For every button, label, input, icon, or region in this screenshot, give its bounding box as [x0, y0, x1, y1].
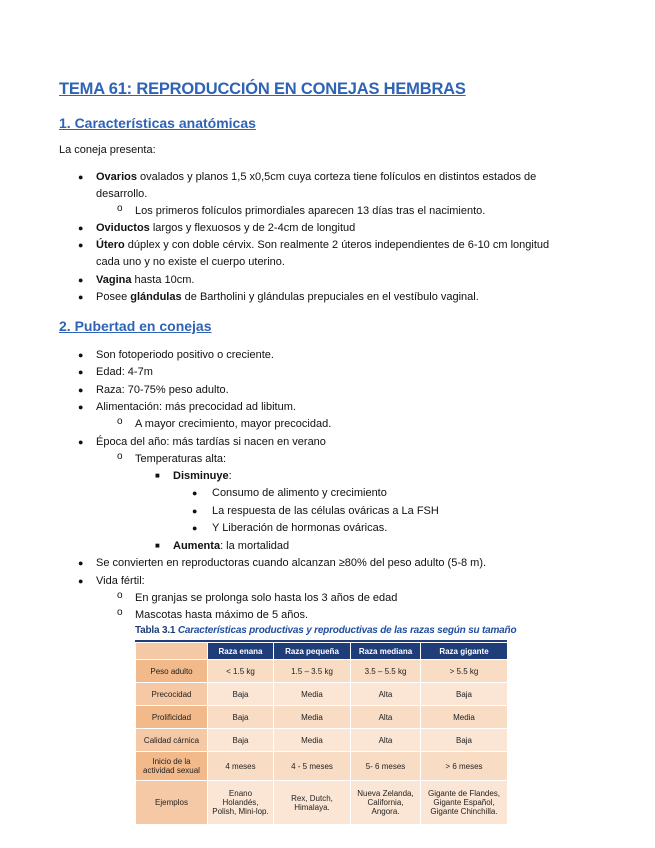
table-cell: Alta [351, 729, 421, 752]
list-item-utero-cont: cada uno y no existe el cuerpo uterino. [96, 256, 285, 268]
table-row [136, 660, 508, 683]
row-label: Inicio de la actividad sexual [136, 752, 208, 781]
page-title: TEMA 61: REPRODUCCIÓN EN CONEJAS HEMBRAS [59, 80, 466, 98]
sub-item-crecimiento: A mayor crecimiento, mayor precocidad. [135, 418, 332, 430]
table-header-row [136, 643, 508, 660]
square-bullet-icon: ■ [155, 541, 160, 550]
row-label: Peso adulto [136, 660, 208, 683]
table-header-cell: Raza gigante [421, 643, 508, 660]
table-row [136, 781, 508, 825]
bullet-icon: ● [78, 402, 84, 412]
table-cell: Baja [208, 683, 274, 706]
bullet-icon: ● [78, 437, 84, 447]
table-cell: Alta [351, 706, 421, 729]
table-caption: Tabla 3.1 Características productivas y reproductivas de las razas según su tamaño [135, 625, 517, 636]
list-item-fotoperiodo: Son fotoperiodo positivo o creciente. [96, 349, 274, 361]
sub-item-consumo: Consumo de alimento y crecimiento [212, 487, 387, 499]
bullet-icon: ● [78, 275, 84, 285]
sub-item-fsh: La respuesta de las células ováricas a La FSH [212, 505, 439, 517]
sub-item-temperaturas: Temperaturas alta: [135, 453, 227, 465]
table-cell: Alta [351, 683, 421, 706]
table-cell: Media [274, 683, 351, 706]
intro-text: La coneja presenta: [59, 144, 156, 156]
bullet-icon: ● [78, 240, 84, 250]
table-header-cell [136, 643, 208, 660]
table-cell: > 5.5 kg [421, 660, 508, 683]
table-row [136, 729, 508, 752]
bullet-icon: ● [192, 488, 198, 498]
table-header-cell: Raza enana [208, 643, 274, 660]
list-item-utero: Útero dúplex y con doble cérvix. Son realmente 2 úteros independientes de 6-10 cm longitud [96, 239, 550, 251]
bullet-icon: ● [78, 576, 84, 586]
table-cell: Media [274, 729, 351, 752]
table-cell: < 1.5 kg [208, 660, 274, 683]
table-row [136, 752, 508, 781]
sub-bullet-icon: o [117, 590, 123, 601]
bullet-icon: ● [192, 523, 198, 533]
list-item-edad: Edad: 4-7m [96, 366, 153, 378]
section-heading-anatomy: 1. Características anatómicas [59, 115, 256, 131]
table-cell: Media [274, 706, 351, 729]
sub-bullet-icon: o [117, 203, 123, 214]
list-item-reproductoras: Se convierten en reproductoras cuando alcanzan ≥80% del peso adulto (5-8 m). [96, 557, 487, 569]
breeds-table-figure [135, 624, 517, 837]
bullet-icon: ● [78, 367, 84, 377]
table-cell: Baja [208, 729, 274, 752]
list-item-epoca: Época del año: más tardías si nacen en verano [96, 436, 326, 448]
table-header-cell: Raza pequeña [274, 643, 351, 660]
table-cell: 4 meses [208, 752, 274, 781]
sub-bullet-icon: o [117, 607, 123, 618]
list-item-vida-fertil: Vida fértil: [96, 575, 145, 587]
list-item-alimentacion: Alimentación: más precocidad ad libitum. [96, 401, 296, 413]
bullet-icon: ● [78, 558, 84, 568]
table-cell: Rex, Dutch, Himalaya. [274, 781, 351, 825]
bullet-icon: ● [192, 506, 198, 516]
table-cell: Baja [421, 729, 508, 752]
sub-item-foliculos: Los primeros folículos primordiales aparecen 13 días tras el nacimiento. [135, 205, 486, 217]
table-header-cell: Raza mediana [351, 643, 421, 660]
bullet-icon: ● [78, 292, 84, 302]
table-row [136, 706, 508, 729]
table-cell: Nueva Zelanda, California, Angora. [351, 781, 421, 825]
table-cell: Gigante de Flandes, Gigante Español, Gigante Chinchilla. [421, 781, 508, 825]
table-cell: Baja [421, 683, 508, 706]
table-cell: Enano Holandés, Polish, Mini-lop. [208, 781, 274, 825]
table-cell: 3.5 – 5.5 kg [351, 660, 421, 683]
row-label: Ejemplos [136, 781, 208, 825]
row-label: Calidad cárnica [136, 729, 208, 752]
square-bullet-icon: ■ [155, 471, 160, 480]
table-cell: 5- 6 meses [351, 752, 421, 781]
list-item-glandulas: Posee glándulas de Bartholini y glándulas prepuciales en el vestíbulo vaginal. [96, 291, 479, 303]
table-cell: 4 - 5 meses [274, 752, 351, 781]
table-cell: Media [421, 706, 508, 729]
sub-bullet-icon: o [117, 451, 123, 462]
sub-item-granjas: En granjas se prolonga solo hasta los 3 años de edad [135, 592, 398, 604]
row-label: Precocidad [136, 683, 208, 706]
table-cell: 1.5 – 3.5 kg [274, 660, 351, 683]
bullet-icon: ● [78, 172, 84, 182]
sub-item-disminuye: Disminuye: [173, 470, 232, 482]
list-item-vagina: Vagina hasta 10cm. [96, 274, 195, 286]
bullet-icon: ● [78, 350, 84, 360]
bullet-icon: ● [78, 223, 84, 233]
bullet-icon: ● [78, 385, 84, 395]
table-cell: > 6 meses [421, 752, 508, 781]
table-cell: Baja [208, 706, 274, 729]
sub-bullet-icon: o [117, 416, 123, 427]
sub-item-mascotas: Mascotas hasta máximo de 5 años. [135, 609, 309, 621]
breeds-table [135, 642, 508, 825]
list-item-ovarios-cont: desarrollo. [96, 188, 148, 200]
list-item-raza: Raza: 70-75% peso adulto. [96, 384, 229, 396]
sub-item-hormonas: Y Liberación de hormonas ováricas. [212, 522, 388, 534]
list-item-oviductos: Oviductos largos y flexuosos y de 2-4cm de longitud [96, 222, 356, 234]
table-row [136, 683, 508, 706]
section-heading-pubertad: 2. Pubertad en conejas [59, 318, 212, 334]
sub-item-aumenta: Aumenta: la mortalidad [173, 540, 290, 552]
list-item-ovarios: Ovarios ovalados y planos 1,5 x0,5cm cuya corteza tiene folículos en distintos estados de [96, 171, 537, 183]
row-label: Prolificidad [136, 706, 208, 729]
